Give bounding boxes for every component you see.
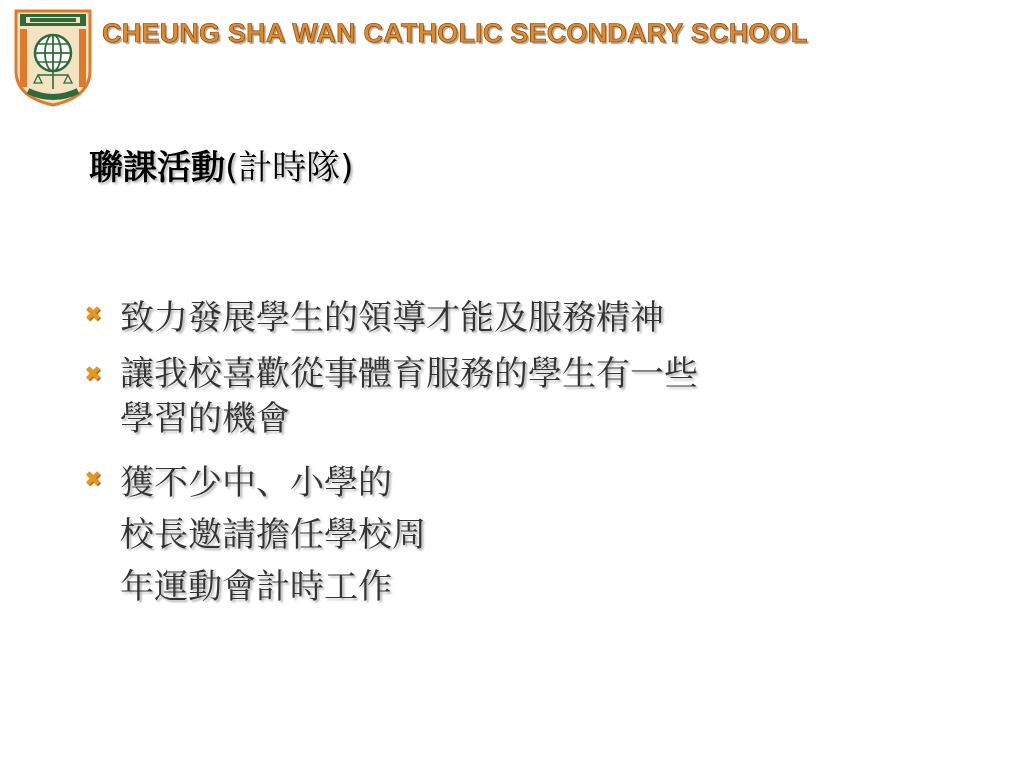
bullet-text: 致力發展學生的領導才能及服務精神 xyxy=(120,298,664,338)
bullet-text: 讓我校喜歡從事體育服務的學生有一些 xyxy=(120,354,698,394)
bullet-text: 獲不少中、小學的 xyxy=(120,463,392,503)
bullet-text: 年運動會計時工作 xyxy=(120,567,392,607)
bullet-text: 校長邀請擔任學校周 xyxy=(120,515,426,555)
bullet-text: 學習的機會 xyxy=(120,399,290,439)
list-item xyxy=(80,352,880,442)
bullet-cross-icon: ✖ xyxy=(84,362,102,386)
slide-title xyxy=(89,140,354,189)
list-item xyxy=(80,292,880,344)
school-crest-icon xyxy=(14,9,92,107)
title-main: 聯課活動 xyxy=(89,148,225,188)
school-name: CHEUNG SHA WAN CATHOLIC SECONDARY SCHOOL xyxy=(102,18,808,48)
bullet-list xyxy=(80,292,880,613)
bullet-cross-icon: ✖ xyxy=(84,302,102,326)
title-paren: (計時隊) xyxy=(225,148,354,188)
list-item xyxy=(80,457,880,613)
bullet-cross-icon: ✖ xyxy=(84,467,102,491)
